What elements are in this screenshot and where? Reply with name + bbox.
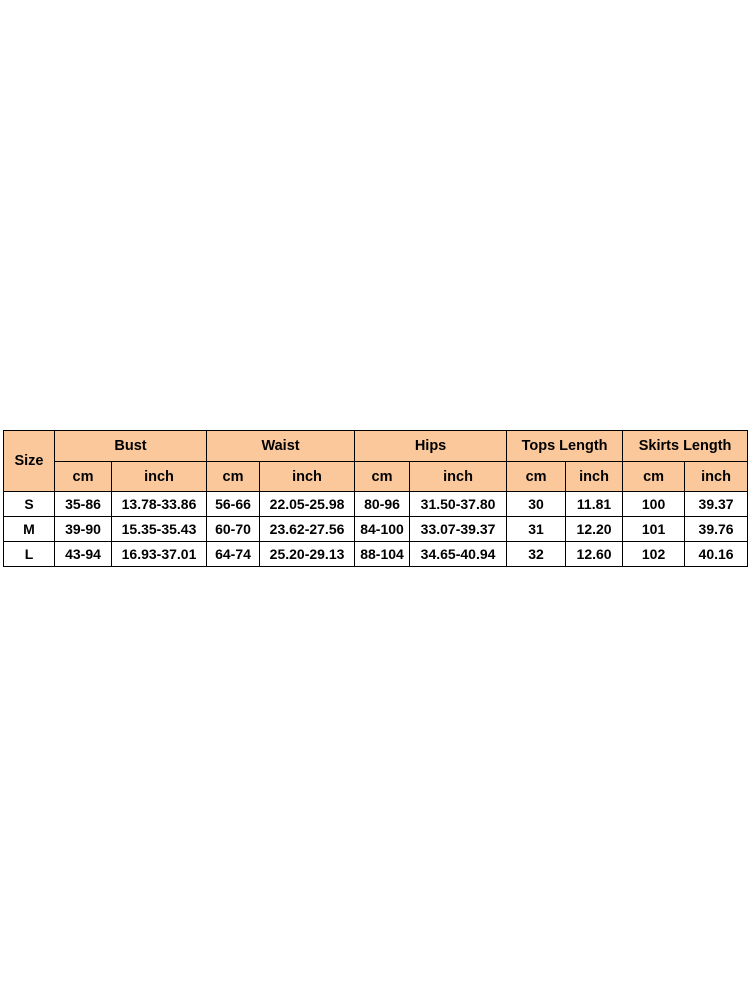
- table-cell: 35-86: [55, 492, 112, 517]
- unit-header: inch: [566, 462, 623, 492]
- table-cell: 39.76: [685, 517, 748, 542]
- size-cell: M: [4, 517, 55, 542]
- unit-header-row: [4, 462, 748, 492]
- table-cell: 11.81: [566, 492, 623, 517]
- table-cell: 80-96: [355, 492, 410, 517]
- table-cell: 39-90: [55, 517, 112, 542]
- table-cell: 64-74: [207, 542, 260, 567]
- size-chart-table: [3, 430, 748, 567]
- table-cell: 56-66: [207, 492, 260, 517]
- table-cell: 84-100: [355, 517, 410, 542]
- unit-header: cm: [355, 462, 410, 492]
- table-cell: 31.50-37.80: [410, 492, 507, 517]
- table-cell: 16.93-37.01: [112, 542, 207, 567]
- unit-header: cm: [623, 462, 685, 492]
- table-cell: 34.65-40.94: [410, 542, 507, 567]
- unit-header: cm: [207, 462, 260, 492]
- unit-header: inch: [685, 462, 748, 492]
- size-cell: L: [4, 542, 55, 567]
- table-cell: 15.35-35.43: [112, 517, 207, 542]
- table-cell: 13.78-33.86: [112, 492, 207, 517]
- size-cell: S: [4, 492, 55, 517]
- table-cell: 25.20-29.13: [260, 542, 355, 567]
- table-row: [4, 542, 748, 567]
- group-header-row: [4, 431, 748, 462]
- table-cell: 102: [623, 542, 685, 567]
- table-cell: 12.20: [566, 517, 623, 542]
- table-cell: 40.16: [685, 542, 748, 567]
- skirts-length-header: Skirts Length: [623, 431, 748, 462]
- table-cell: 39.37: [685, 492, 748, 517]
- table-cell: 31: [507, 517, 566, 542]
- table-cell: 32: [507, 542, 566, 567]
- table-cell: 100: [623, 492, 685, 517]
- unit-header: cm: [55, 462, 112, 492]
- table-row: [4, 517, 748, 542]
- table-cell: 12.60: [566, 542, 623, 567]
- waist-header: Waist: [207, 431, 355, 462]
- table-cell: 101: [623, 517, 685, 542]
- table-cell: 43-94: [55, 542, 112, 567]
- unit-header: cm: [507, 462, 566, 492]
- unit-header: inch: [260, 462, 355, 492]
- hips-header: Hips: [355, 431, 507, 462]
- table-cell: 60-70: [207, 517, 260, 542]
- unit-header: inch: [410, 462, 507, 492]
- table-cell: 30: [507, 492, 566, 517]
- table-row: [4, 492, 748, 517]
- size-header: Size: [4, 431, 55, 492]
- tops-length-header: Tops Length: [507, 431, 623, 462]
- table-cell: 22.05-25.98: [260, 492, 355, 517]
- table-cell: 23.62-27.56: [260, 517, 355, 542]
- table-cell: 33.07-39.37: [410, 517, 507, 542]
- table-cell: 88-104: [355, 542, 410, 567]
- unit-header: inch: [112, 462, 207, 492]
- bust-header: Bust: [55, 431, 207, 462]
